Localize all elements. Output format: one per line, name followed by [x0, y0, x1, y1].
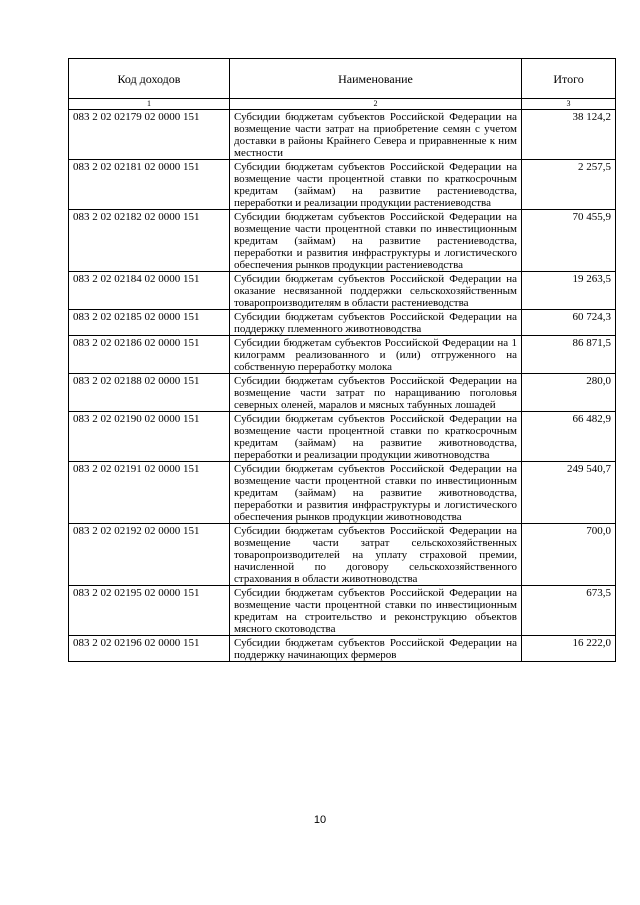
- table-row: [69, 272, 616, 310]
- cell-code: 083 2 02 02186 02 0000 151: [69, 336, 230, 374]
- cell-total: 673,5: [522, 586, 616, 636]
- cell-total: 19 263,5: [522, 272, 616, 310]
- cell-name: Субсидии бюджетам субъектов Российской Федерации на возмещение части затрат по наращиванию поголовья северных оленей, маралов и мясных табунных лошадей: [230, 374, 522, 412]
- revenue-table: [68, 58, 616, 662]
- cell-total: 38 124,2: [522, 110, 616, 160]
- header-code: Код доходов: [69, 59, 230, 99]
- table-row: [69, 110, 616, 160]
- cell-total: 70 455,9: [522, 210, 616, 272]
- cell-name: Субсидии бюджетам субъектов Российской Федерации на возмещение части процентной ставки по инвестиционным кредитам (займам) на развитие животноводства, переработки и развития инфраструктуры и логистического обеспечения рынков продукции животноводства: [230, 462, 522, 524]
- table-row: [69, 586, 616, 636]
- cell-name: Субсидии бюджетам субъектов Российской Федерации на возмещение части процентной ставки по инвестиционным кредитам (займам) на развитие растениеводства, переработки и развития инфраструктуры и логистического обеспечения рынков продукции растениеводства: [230, 210, 522, 272]
- cell-code: 083 2 02 02191 02 0000 151: [69, 462, 230, 524]
- cell-name: Субсидии бюджетам субъектов Российской Федерации на возмещение части процентной ставки по краткосрочным кредитам (займам) на развитие животноводства, переработки и реализации продукции животноводства: [230, 412, 522, 462]
- header-total: Итого: [522, 59, 616, 99]
- cell-name: Субсидии бюджетам субъектов Российской Федерации на 1 килограмм реализованного и (или) отгруженного на собственную переработку молока: [230, 336, 522, 374]
- cell-total: 60 724,3: [522, 310, 616, 336]
- column-number: 1: [69, 99, 230, 110]
- cell-total: 66 482,9: [522, 412, 616, 462]
- cell-code: 083 2 02 02179 02 0000 151: [69, 110, 230, 160]
- table-row: [69, 310, 616, 336]
- table-row: [69, 462, 616, 524]
- column-number: 2: [230, 99, 522, 110]
- cell-total: 280,0: [522, 374, 616, 412]
- page-number: 10: [313, 814, 327, 826]
- cell-code: 083 2 02 02195 02 0000 151: [69, 586, 230, 636]
- cell-code: 083 2 02 02184 02 0000 151: [69, 272, 230, 310]
- cell-total: 86 871,5: [522, 336, 616, 374]
- cell-code: 083 2 02 02188 02 0000 151: [69, 374, 230, 412]
- cell-total: 249 540,7: [522, 462, 616, 524]
- table-row: [69, 412, 616, 462]
- cell-name: Субсидии бюджетам субъектов Российской Федерации на оказание несвязанной поддержки сельскохозяйственным товаропроизводителям в области растениеводства: [230, 272, 522, 310]
- cell-code: 083 2 02 02196 02 0000 151: [69, 636, 230, 662]
- table-row: [69, 636, 616, 662]
- table-row: [69, 210, 616, 272]
- cell-total: 700,0: [522, 524, 616, 586]
- column-number: 3: [522, 99, 616, 110]
- column-number-row: [69, 99, 616, 110]
- header-name: Наименование: [230, 59, 522, 99]
- cell-name: Субсидии бюджетам субъектов Российской Федерации на возмещение части затрат сельскохозяйственных товаропроизводителей на уплату страховой премии, начисленной по договору сельскохозяйственного страхования в области животноводства: [230, 524, 522, 586]
- table-row: [69, 160, 616, 210]
- cell-code: 083 2 02 02182 02 0000 151: [69, 210, 230, 272]
- cell-code: 083 2 02 02192 02 0000 151: [69, 524, 230, 586]
- cell-total: 16 222,0: [522, 636, 616, 662]
- cell-code: 083 2 02 02185 02 0000 151: [69, 310, 230, 336]
- cell-total: 2 257,5: [522, 160, 616, 210]
- table-header-row: [69, 59, 616, 99]
- cell-name: Субсидии бюджетам субъектов Российской Федерации на поддержку племенного животноводства: [230, 310, 522, 336]
- table-row: [69, 524, 616, 586]
- table-row: [69, 336, 616, 374]
- cell-name: Субсидии бюджетам субъектов Российской Федерации на поддержку начинающих фермеров: [230, 636, 522, 662]
- cell-name: Субсидии бюджетам субъектов Российской Федерации на возмещение части процентной ставки по инвестиционным кредитам на строительство и реконструкцию объектов мясного скотоводства: [230, 586, 522, 636]
- cell-name: Субсидии бюджетам субъектов Российской Федерации на возмещение части процентной ставки по краткосрочным кредитам (займам) на развитие растениеводства, переработки и реализации продукции растениеводства: [230, 160, 522, 210]
- cell-code: 083 2 02 02181 02 0000 151: [69, 160, 230, 210]
- table-row: [69, 374, 616, 412]
- cell-code: 083 2 02 02190 02 0000 151: [69, 412, 230, 462]
- cell-name: Субсидии бюджетам субъектов Российской Федерации на возмещение части затрат на приобретение семян с учетом доставки в районы Крайнего Севера и приравненные к ним местности: [230, 110, 522, 160]
